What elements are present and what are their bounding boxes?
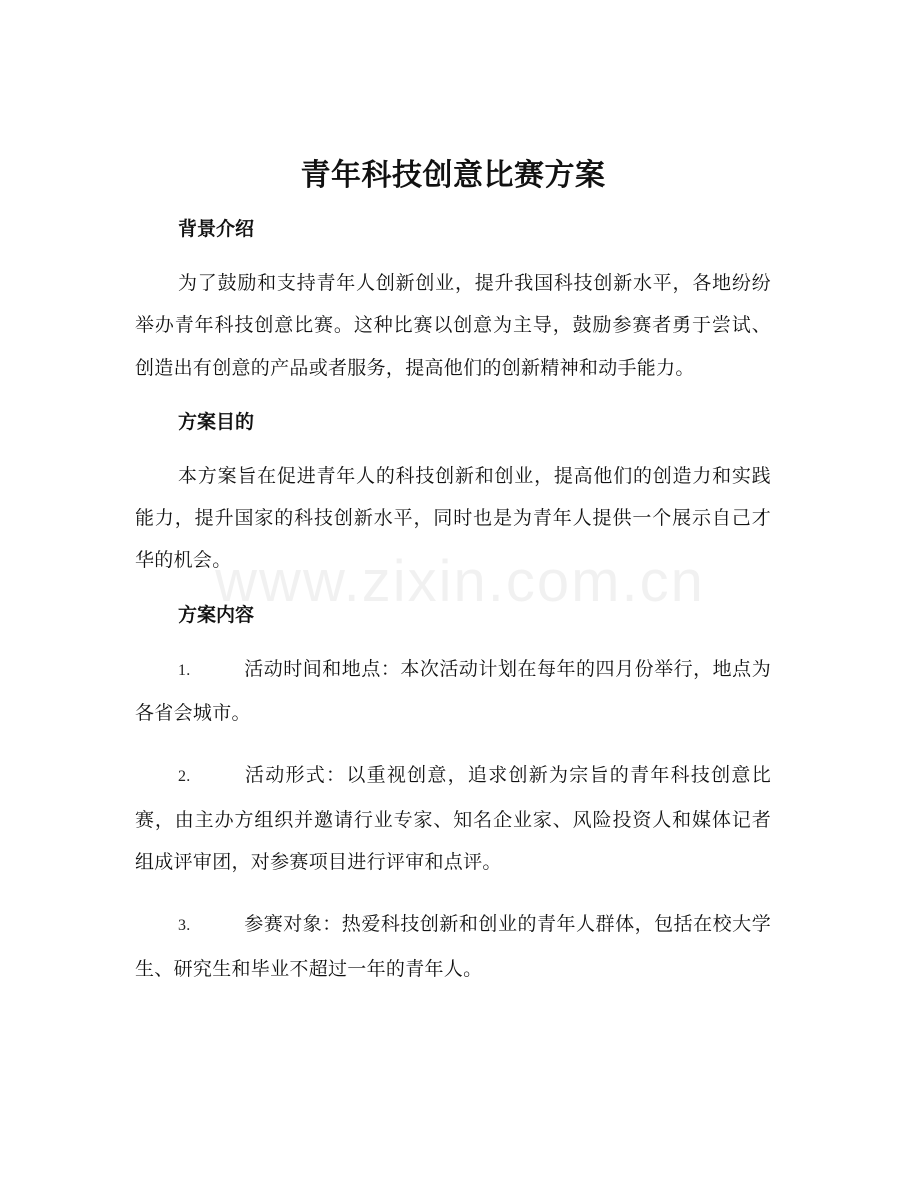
section-heading-background: 背景介绍 xyxy=(178,218,255,240)
section-heading-content: 方案内容 xyxy=(178,603,255,626)
document-title: 青年科技创意比赛方案 xyxy=(300,158,606,193)
document-content xyxy=(135,150,771,1010)
list-item-text: 参赛对象：热爱科技创新和创业的青年人群体，包括在校大学生、研究生和毕业不超过一年的青年人。 xyxy=(135,913,771,980)
watermark: www.zixin.com.cn xyxy=(215,549,705,614)
list-item xyxy=(135,903,771,990)
paragraph-background: 为了鼓励和支持青年人创新创业，提升我国科技创新水平，各地纷纷举办青年科技创意比赛。这种比赛以创意为主导，鼓励参赛者勇于尝试、创造出有创意的产品或者服务，提高他们的创新精神和动手能力。 xyxy=(135,272,771,379)
list-item xyxy=(135,754,771,883)
section-heading-purpose: 方案目的 xyxy=(178,410,255,433)
list-item xyxy=(135,648,771,735)
paragraph-purpose: 本方案旨在促进青年人的科技创新和创业，提高他们的创造力和实践能力，提升国家的科技创新水平，同时也是为青年人提供一个展示自己才华的机会。 xyxy=(135,464,771,572)
list-item-text: 活动形式：以重视创意，追求创新为宗旨的青年科技创意比赛，由主办方组织并邀请行业专家、知名企业家、风险投资人和媒体记者组成评审团，对参赛项目进行评审和点评。 xyxy=(135,764,771,873)
list-item-number: 3. xyxy=(178,917,191,935)
list-item-number: 1. xyxy=(178,661,191,679)
list-item-text: 活动时间和地点：本次活动计划在每年的四月份举行，地点为各省会城市。 xyxy=(135,657,771,725)
list-item-number: 2. xyxy=(178,768,191,786)
